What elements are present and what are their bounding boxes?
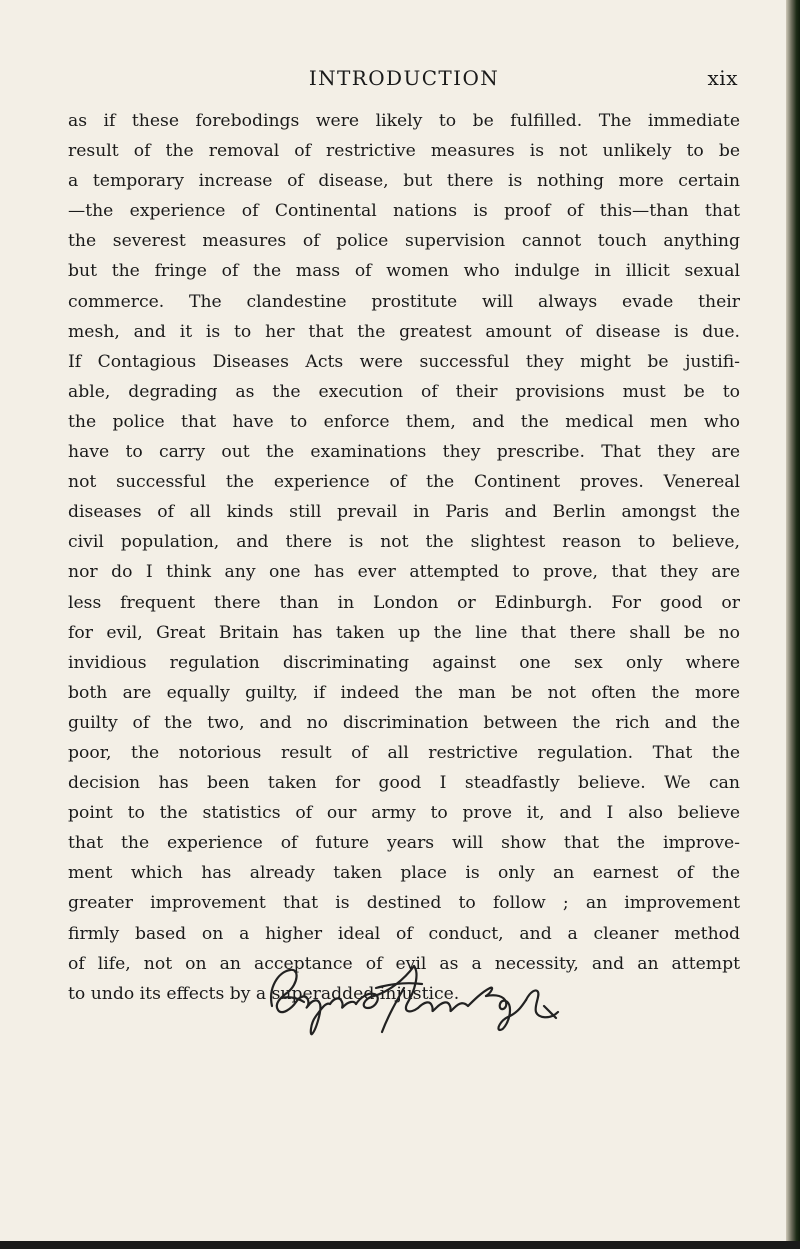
text-line: the police that have to enforce them, and the medical men who <box>68 411 740 432</box>
text-line: have to carry out the examinations they prescribe. That they are <box>68 442 740 463</box>
text-line: but the fringe of the mass of women who indulge in illicit sexual <box>68 261 740 282</box>
text-line: firmly based on a higher ideal of conduct, and a cleaner method <box>68 923 740 944</box>
text-line: to undo its effects by a superadded injustice. <box>68 983 460 1004</box>
text-line: ment which has already taken place is only an earnest of the <box>68 863 740 884</box>
text-line: —the experience of Continental nations is proof of this—than that <box>68 201 740 222</box>
signature-drawing <box>264 958 564 1038</box>
text-line: of life, not on an acceptance of evil as a necessity, and an attempt <box>68 953 740 974</box>
handwritten-signature <box>264 958 564 1038</box>
text-line: greater improvement that is destined to follow ; an improvement <box>68 893 740 914</box>
text-line: the severest measures of police supervision cannot touch anything <box>68 231 740 252</box>
text-line: less frequent there than in London or Edinburgh. For good or <box>68 592 740 613</box>
text-line: diseases of all kinds still prevail in Paris and Berlin amongst the <box>68 502 740 523</box>
page-edge-shadow <box>786 0 800 1249</box>
text-line: poor, the notorious result of all restrictive regulation. That the <box>68 742 740 763</box>
running-head <box>70 66 738 92</box>
text-line: for evil, Great Britain has taken up the line that there shall be no <box>68 622 740 643</box>
text-line: decision has been taken for good I steadfastly believe. We can <box>68 773 740 794</box>
text-line: invidious regulation discriminating against one sex only where <box>68 652 740 673</box>
body-paragraph <box>68 106 740 1009</box>
page-number: xix <box>707 66 738 90</box>
text-line: that the experience of future years will show that the improve- <box>68 833 740 854</box>
text-line: commerce. The clandestine prostitute will always evade their <box>68 291 740 312</box>
text-line: guilty of the two, and no discrimination between the rich and the <box>68 712 740 733</box>
text-line: both are equally guilty, if indeed the man be not often the more <box>68 682 740 703</box>
text-line: point to the statistics of our army to prove it, and I also believe <box>68 803 740 824</box>
text-line: able, degrading as the execution of their provisions must be to <box>68 381 740 402</box>
text-line: a temporary increase of disease, but there is nothing more certain <box>68 171 740 192</box>
text-line: mesh, and it is to her that the greatest amount of disease is due. <box>68 321 740 342</box>
text-line: not successful the experience of the Continent proves. Venereal <box>68 472 740 493</box>
text-line: civil population, and there is not the slightest reason to believe, <box>68 532 740 553</box>
text-line: result of the removal of restrictive measures is not unlikely to be <box>68 141 740 162</box>
text-line: as if these forebodings were likely to be fulfilled. The immediate <box>68 111 740 131</box>
bottom-edge <box>0 1241 800 1249</box>
text-line: If Contagious Diseases Acts were successful they might be justifi- <box>68 351 740 372</box>
running-title: INTRODUCTION <box>308 66 500 90</box>
text-line: nor do I think any one has ever attempted to prove, that they are <box>68 562 740 583</box>
